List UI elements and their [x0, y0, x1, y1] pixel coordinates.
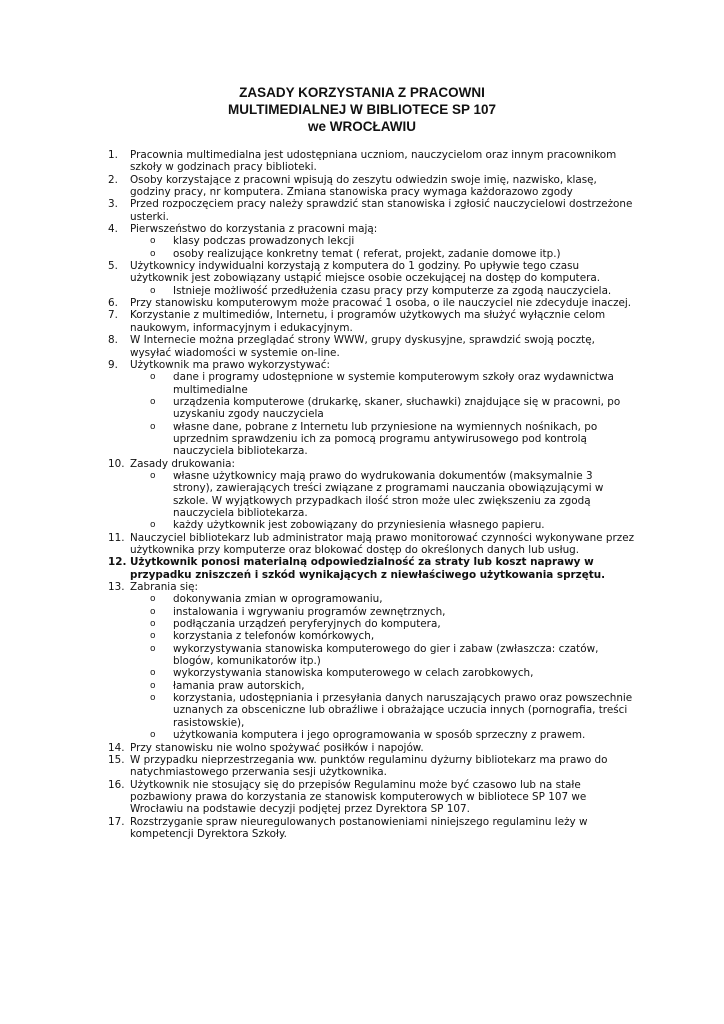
sub-list	[130, 470, 635, 532]
sub-item-text: każdy użytkownik jest zobowiązany do przyniesienia własnego papieru.	[173, 519, 545, 532]
sub-list-item	[130, 630, 635, 642]
rule-text: Nauczyciel bibliotekarz lub administrator mają prawo monitorować czynności wykonywane przez użytkownika przy komputerze oraz blokować dostęp do określonych danych lub usług.	[130, 531, 635, 556]
rule-text: Pracownia multimedialna jest udostępniana uczniom, nauczycielom oraz innym pracownikom szkoły w godzinach pracy biblioteki.	[130, 149, 617, 174]
rule-number: 13.	[108, 581, 125, 594]
circle-bullet-icon: o	[150, 693, 156, 704]
rule-text: Zabrania się:	[130, 581, 199, 594]
sub-list-item	[130, 618, 635, 630]
rule-text: W Internecie można przeglądać strony WWW, grupy dyskusyjne, sprawdzić swoją pocztę, wysyłać wiadomości w systemie on-line.	[130, 334, 595, 359]
sub-item-text: dane i programy udostępnione w systemie komputerowym szkoły oraz wydawnictwa multimedialne	[173, 371, 614, 396]
rule-number: 1.	[108, 149, 118, 161]
rule-text: Korzystanie z multimediów, Internetu, i programów użytkowych ma służyć wyłącznie celom naukowym, informacyjnym i edukacyjnym.	[130, 309, 606, 334]
sub-item-text: podłączania urządzeń peryferyjnych do komputera,	[173, 618, 441, 631]
rule-number: 2.	[108, 173, 118, 186]
circle-bullet-icon: o	[150, 668, 156, 679]
sub-list-item	[130, 729, 635, 741]
rule-item-4	[0, 223, 635, 260]
rule-text: Przy stanowisku komputerowym może pracować 1 osoba, o ile nauczyciel nie zdecyduje inaczej.	[130, 297, 632, 310]
sub-list-item	[130, 519, 635, 531]
circle-bullet-icon: o	[150, 470, 156, 481]
rule-text: Użytkownik ponosi materialną odpowiedzialność za straty lub koszt naprawy w przypadku zniszczeń i szkód wynikających z niewłaściwego użytkowania sprzętu.	[130, 556, 606, 581]
circle-bullet-icon: o	[150, 606, 156, 617]
circle-bullet-icon: o	[150, 730, 156, 741]
rule-item-13	[0, 581, 635, 741]
rule-item-8	[0, 334, 635, 359]
sub-item-text: korzystania, udostępniania i przesyłania danych naruszających prawo oraz powszechnie uznanych za obsceniczne lub obraźliwe i obrażające uczucia innych (pornografia, treści rasistowskie),	[173, 692, 633, 729]
circle-bullet-icon: o	[150, 396, 156, 407]
rule-text: Użytkownik ma prawo wykorzystywać:	[130, 358, 331, 371]
rule-item-9	[0, 359, 635, 458]
sub-list-item	[130, 593, 635, 605]
sub-item-text: osoby realizujące konkretny temat ( referat, projekt, zadanie domowe itp.)	[173, 247, 561, 260]
sub-item-text: własne dane, pobrane z Internetu lub przyniesione na wymiennych nośnikach, po uprzednim sprawdzeniu ich za pomocą programu antywirusowego pod kontrolą nauczyciela bibliotekarza.	[173, 420, 598, 458]
sub-list-item	[130, 371, 635, 396]
circle-bullet-icon: o	[150, 594, 156, 605]
rule-number: 10.	[108, 457, 125, 470]
circle-bullet-icon: o	[150, 285, 156, 296]
rule-text: Osoby korzystające z pracowni wpisują do zeszytu odwiedzin swoje imię, nazwisko, klasę, godziny pracy, nr komputera. Zmiana stanowiska pracy wymaga każdorazowo zgody	[130, 173, 597, 199]
rule-item-5	[0, 260, 635, 297]
sub-list-item	[130, 692, 635, 729]
rule-number: 16.	[108, 778, 125, 791]
sub-list-item	[130, 396, 635, 421]
rule-number: 14.	[108, 741, 125, 754]
title-line-2: MULTIMEDIALNEJ W BIBLIOTECE SP 107	[227, 102, 497, 117]
rule-item-12	[0, 556, 635, 581]
title-line-3: we WROCŁAWIU	[308, 119, 416, 134]
rule-text: Zasady drukowania:	[130, 457, 235, 470]
rule-number: 8.	[108, 334, 118, 347]
rule-text: Rozstrzyganie spraw nieuregulowanych postanowieniami niniejszego regulaminu leży w kompetencji Dyrektora Szkoły.	[130, 815, 588, 840]
rule-number: 15.	[108, 753, 125, 766]
sub-list-item	[130, 285, 635, 297]
rule-item-6	[0, 297, 635, 309]
circle-bullet-icon: o	[150, 631, 156, 642]
sub-item-text: instalowania i wgrywaniu programów zewnętrznych,	[173, 605, 446, 618]
sub-list-item	[130, 421, 635, 458]
rule-number: 3.	[108, 198, 118, 211]
rule-text: Użytkownik nie stosujący się do przepisów Regulaminu może być czasowo lub na stałe pozbawiony prawa do korzystania ze stanowisk komputerowych w bibliotece SP 107 we Wrocławiu na podstawie decyzji podjętej przez Dyrektora SP 107.	[130, 778, 587, 816]
sub-list	[130, 371, 635, 457]
circle-bullet-icon: o	[150, 680, 156, 691]
sub-item-text: wykorzystywania stanowiska komputerowego do gier i zabaw (zwłaszcza: czatów, blogów, komunikatorów itp.)	[173, 642, 599, 668]
circle-bullet-icon: o	[150, 619, 156, 630]
sub-list-item	[130, 643, 635, 668]
rule-item-17	[0, 816, 635, 841]
sub-list	[130, 285, 635, 297]
rule-item-15	[0, 754, 635, 779]
rule-item-11	[0, 532, 635, 557]
rule-text: W przypadku nieprzestrzegania ww. punktów regulaminu dyżurny bibliotekarz ma prawo do natychmiastowego przerwania sesji użytkownika.	[130, 753, 608, 779]
sub-list-item	[130, 470, 635, 519]
sub-item-text: klasy podczas prowadzonych lekcji	[173, 235, 355, 248]
circle-bullet-icon: o	[150, 248, 156, 259]
rule-text: Użytkownicy indywidualni korzystają z komputera do 1 godziny. Po upływie tego czasu użytkownik jest zobowiązany ustąpić miejsce osobie oczekującej na dostęp do komputera.	[130, 260, 601, 285]
circle-bullet-icon: o	[150, 236, 156, 247]
rule-item-3	[0, 198, 635, 223]
rule-item-7	[0, 309, 635, 334]
circle-bullet-icon: o	[150, 643, 156, 654]
sub-list-item	[130, 606, 635, 618]
sub-item-text: dokonywania zmian w oprogramowaniu,	[173, 593, 383, 606]
sub-item-text: łamania praw autorskich,	[173, 679, 305, 692]
rule-item-14	[0, 742, 635, 754]
circle-bullet-icon: o	[150, 372, 156, 383]
rule-number: 12.	[108, 556, 127, 569]
rule-number: 11.	[108, 531, 125, 544]
rule-text: Pierwszeństwo do korzystania z pracowni mają:	[130, 223, 378, 236]
rule-number: 5.	[108, 260, 118, 273]
rule-text: Przed rozpoczęciem pracy należy sprawdzić stan stanowiska i zgłosić nauczycielowi dostrzeżone usterki.	[130, 198, 633, 223]
sub-item-text: własne użytkownicy mają prawo do wydrukowania dokumentów (maksymalnie 3 strony), zawierających treści związane z programami nauczania obowiązującymi w szkole. W wyjątkowych przypadkach ilość stron może ulec zwiększeniu za zgodą nauczyciela bibliotekarza.	[173, 469, 604, 519]
rule-number: 4.	[108, 223, 118, 236]
sub-list	[130, 235, 635, 260]
sub-item-text: wykorzystywania stanowiska komputerowego w celach zarobkowych,	[173, 667, 534, 680]
sub-list-item	[130, 680, 635, 692]
rule-number: 6.	[108, 297, 118, 310]
rule-text: Przy stanowisku nie wolno spożywać posiłków i napojów.	[130, 741, 424, 754]
sub-list-item	[130, 235, 635, 247]
rules-list	[0, 149, 724, 840]
document-title	[0, 84, 724, 135]
rule-number: 9.	[108, 358, 118, 371]
sub-list	[130, 593, 635, 741]
sub-item-text: urządzenia komputerowe (drukarkę, skaner, słuchawki) znajdujące się w pracowni, po uzyskaniu zgody nauczyciela	[173, 395, 621, 421]
sub-item-text: Istnieje możliwość przedłużenia czasu pracy przy komputerze za zgodą nauczyciela.	[173, 284, 612, 297]
sub-item-text: użytkowania komputera i jego oprogramowania w sposób sprzeczny z prawem.	[173, 729, 586, 742]
rule-number: 17.	[108, 815, 125, 828]
rule-item-1	[0, 149, 635, 174]
circle-bullet-icon: o	[150, 520, 156, 531]
title-line-1: ZASADY KORZYSTANIA Z PRACOWNI	[239, 85, 485, 100]
sub-list-item	[130, 248, 635, 260]
rule-item-10	[0, 458, 635, 532]
sub-item-text: korzystania z telefonów komórkowych,	[173, 630, 375, 643]
sub-list-item	[130, 667, 635, 679]
rule-item-16	[0, 779, 635, 816]
rule-number: 7.	[108, 309, 118, 322]
rule-item-2	[0, 174, 635, 199]
circle-bullet-icon: o	[150, 421, 156, 432]
